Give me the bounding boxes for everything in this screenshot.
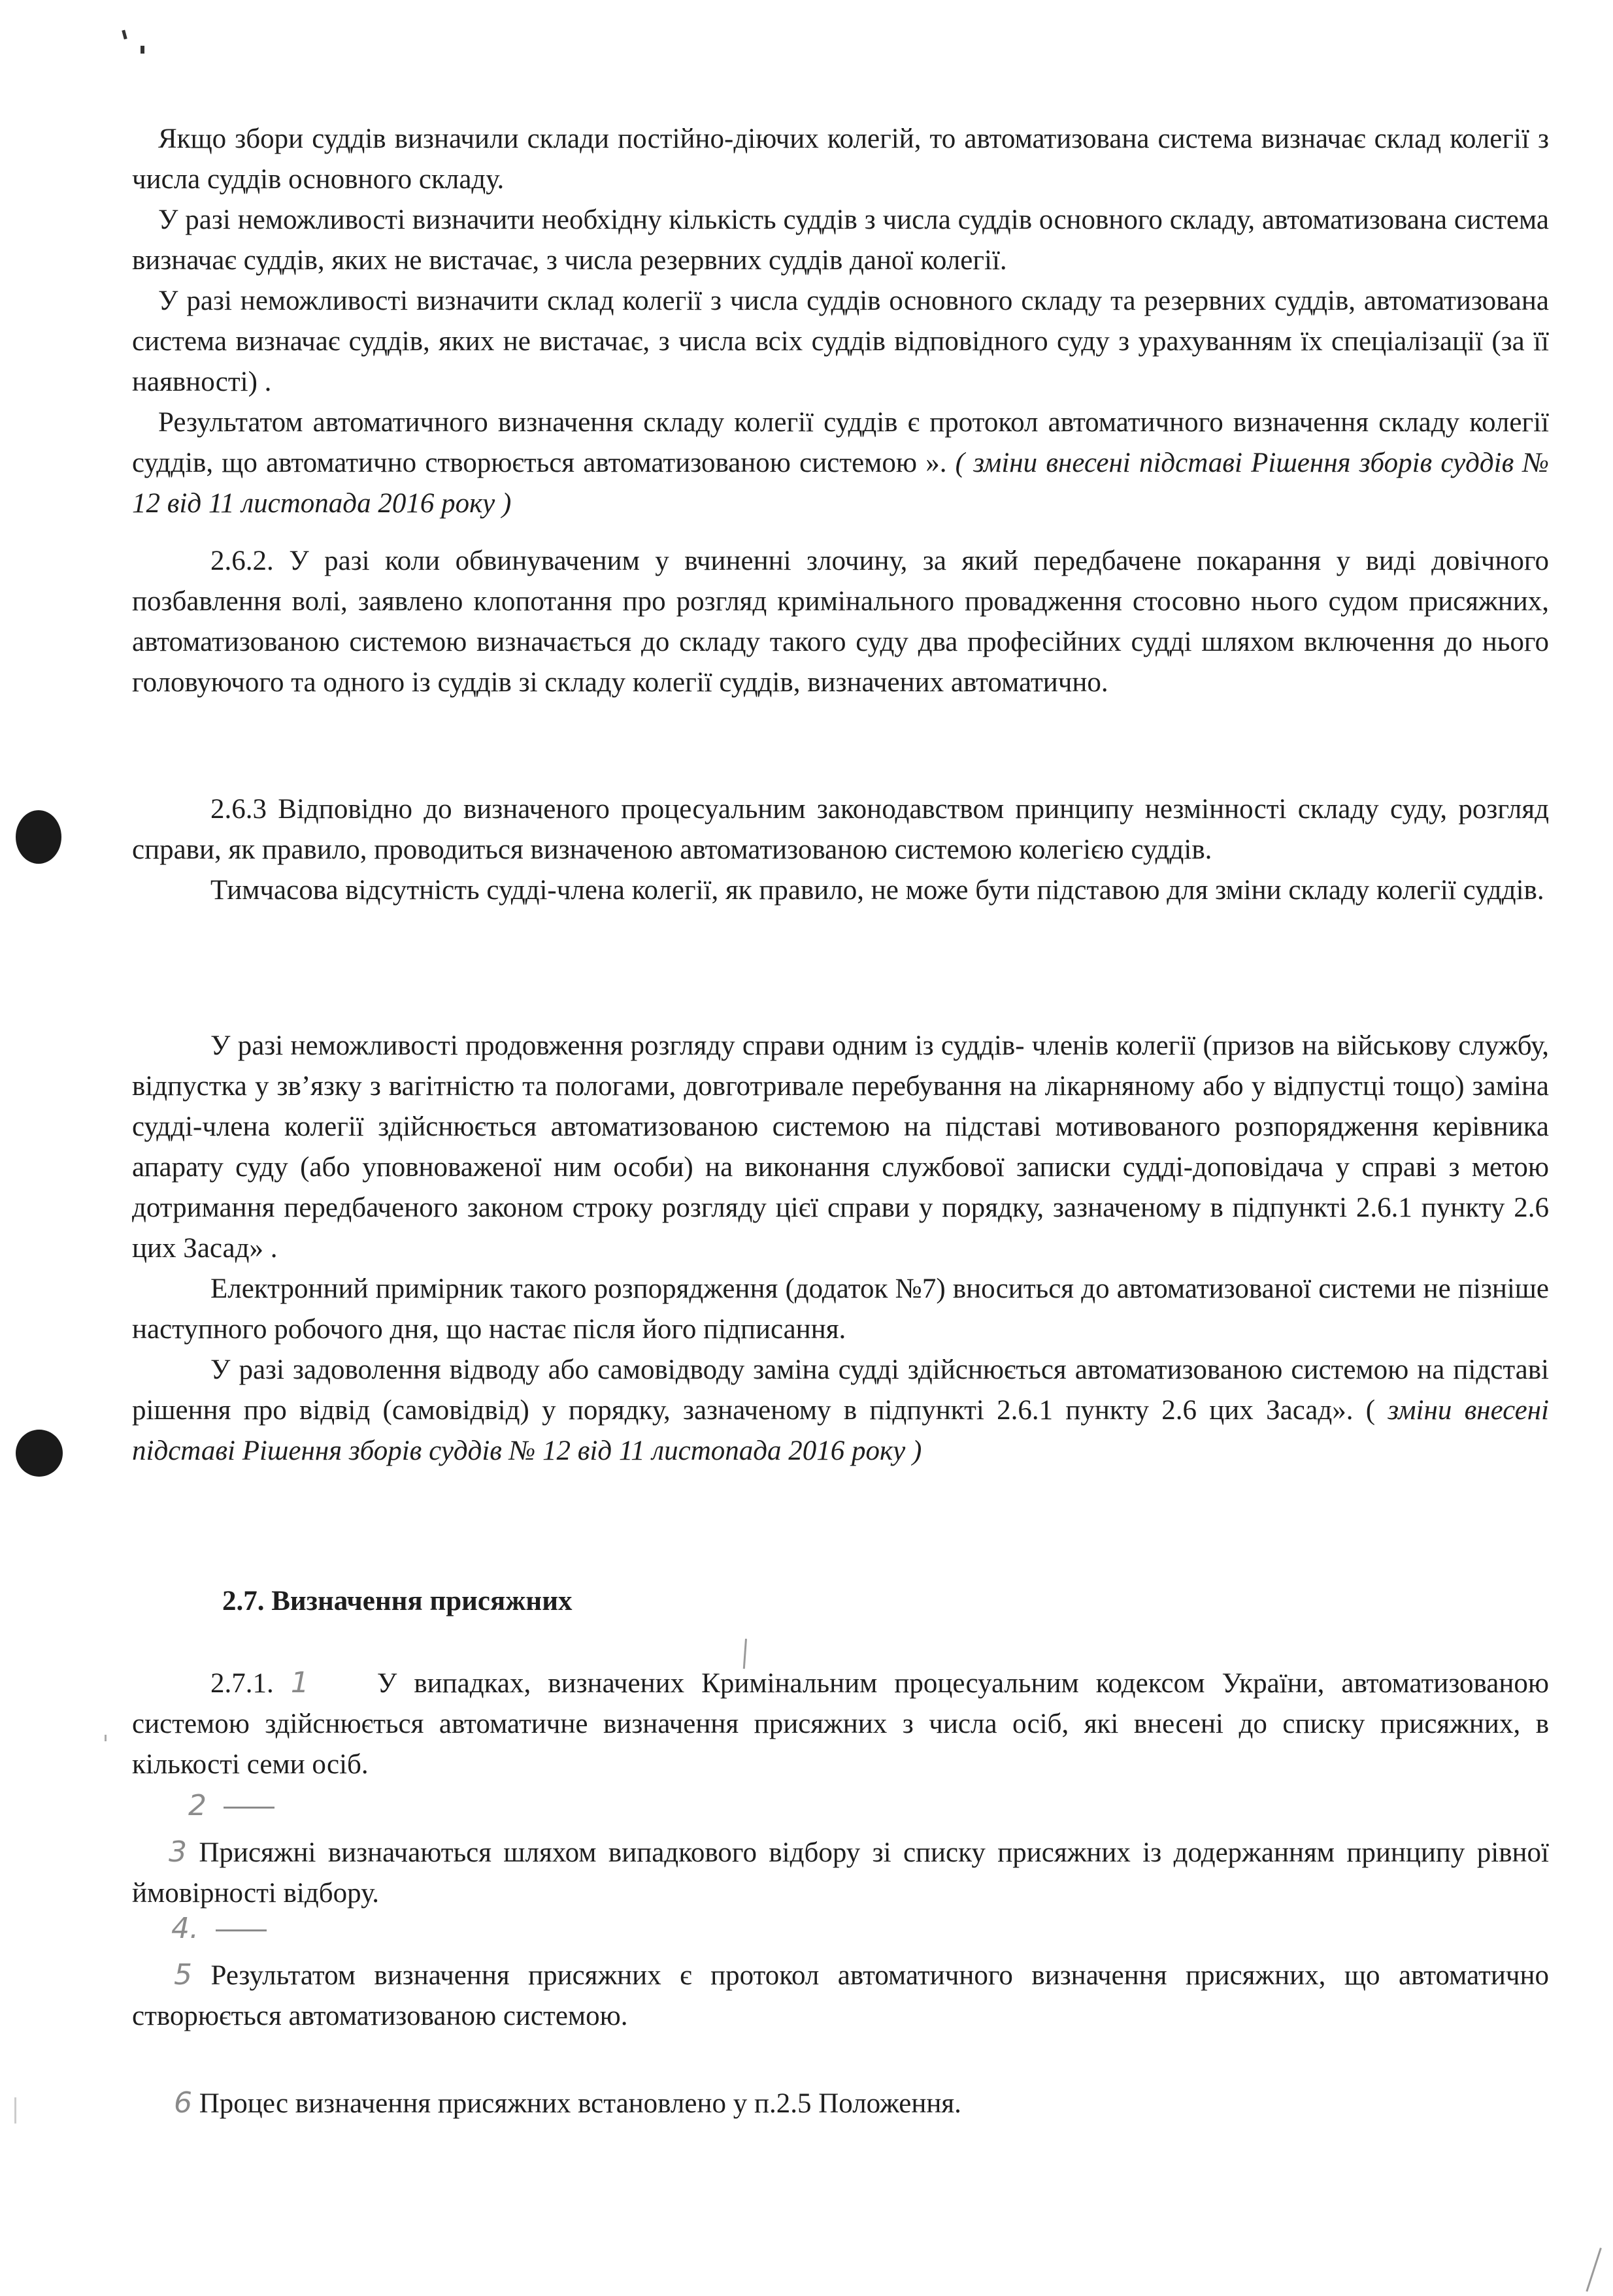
section-2-7-heading: 2.7. Визначення присяжних bbox=[222, 1586, 573, 1616]
section-2-7-item-5 bbox=[132, 1955, 1549, 2037]
section-2-7-item-6 bbox=[132, 2083, 1549, 2124]
section-2-6-3-cont bbox=[132, 1026, 1549, 1471]
section-2-7-1 bbox=[132, 1663, 1549, 1785]
handwritten-mark-3: 3 bbox=[169, 1835, 187, 1869]
paragraph: 2.6.3 Відповідно до визначеного процесуальним законодавством принципу незмінності складу суду, розгляд справи, як правило, проводиться визначеною автоматизованою системою колегією суддів. bbox=[132, 794, 1549, 865]
paragraph bbox=[132, 1955, 1549, 2037]
paragraph-text: Процес визначення присяжних встановлено у п.2.5 Положення. bbox=[199, 2088, 961, 2119]
handwritten-mark-5: 5 bbox=[174, 1958, 192, 1992]
paragraph bbox=[132, 1350, 1549, 1471]
section-2-7-item-3 bbox=[132, 1832, 1549, 1914]
paragraph bbox=[132, 2083, 1549, 2124]
punch-hole bbox=[16, 1430, 63, 1477]
handwritten-dash bbox=[224, 1807, 274, 1809]
handwritten-mark-2: 2 bbox=[188, 1789, 207, 1822]
paragraph bbox=[132, 1832, 1549, 1914]
text-block-top bbox=[132, 119, 1549, 524]
section-2-6-3 bbox=[132, 789, 1549, 911]
paragraph: Електронний примірник такого розпорядження (додаток №7) вноситься до автоматизованої системи не пізніше наступного робочого дня, що настає після його підписання. bbox=[132, 1273, 1549, 1345]
paragraph: У разі неможливості продовження розгляду справи одним із суддів- членів колегії (призов на військову службу, відпустка у зв’язку з вагітністю та пологами, довготривале перебування на лікарняному або у відпустці тощо) заміна судді-члена колегії здійснюється автоматизованою системою на підставі мотивованого розпорядження керівника апарату суду (або уповноваженої ним особи) на виконання службової записки судді-доповідача у справі з метою дотримання передбаченого законом строку розгляду цієї справи у порядку, зазначеному в підпункті 2.6.1 пункту 2.6 цих Засад» . bbox=[132, 1030, 1549, 1264]
scan-speck bbox=[141, 46, 144, 54]
scan-speck bbox=[14, 2097, 16, 2124]
pen-stroke bbox=[1586, 2248, 1601, 2292]
result-text: Результатом автоматичного визначення складу колегії суддів є протокол автоматичного визначення складу колегії суддів, що автоматично створюється автоматизованою системою ». bbox=[132, 407, 1549, 478]
paragraph-text: У випадках, визначених Кримінальним процесуальним кодексом України, автоматизованою системою здійснюється автоматичне визначення присяжних з числа осіб, які внесені до списку присяжних, в кількості семи осіб. bbox=[132, 1668, 1550, 1780]
handwritten-mark-1: 1 bbox=[290, 1666, 309, 1699]
result-paragraph bbox=[132, 402, 1549, 524]
paragraph-text: Присяжні визначаються шляхом випадкового відбору зі списку присяжних із додержанням принципу рівної ймовірності відбору. bbox=[132, 1837, 1549, 1909]
scan-speck bbox=[122, 30, 127, 40]
paragraph bbox=[132, 1663, 1549, 1785]
handwritten-mark-4: 4. bbox=[171, 1912, 199, 1945]
section-2-6-2 bbox=[132, 541, 1549, 703]
paragraph: У разі неможливості визначити склад колегії з числа суддів основного складу та резервних суддів, автоматизована система визначає суддів, яких не вистачає, з числа всіх суддів відповідного суду з урахуванням їх спеціалізації (за її наявності) . bbox=[132, 286, 1549, 397]
amendment-note: зміни внесені підставі Рішення зборів суддів № 12 від 11 листопада 2016 року ) bbox=[132, 1395, 1549, 1466]
punch-hole bbox=[16, 810, 61, 864]
scan-speck bbox=[105, 1735, 107, 1741]
amendment-note: ( зміни внесені підставі Рішення зборів суддів № 12 від 11 листопада 2016 року ) bbox=[132, 448, 1550, 519]
paragraph-text: У разі задоволення відводу або самовідводу заміна судді здійснюється автоматизованою системою на підставі рішення про відвід (самовідвід) у порядку, зазначеному в підпункті 2.6.1 пункту 2.6 цих Засад». ( bbox=[132, 1354, 1549, 1426]
handwritten-item-2 bbox=[188, 1789, 274, 1822]
clause-number: 2.7.1. bbox=[210, 1668, 274, 1699]
paragraph: У разі неможливості визначити необхідну кількість суддів з числа суддів основного складу, автоматизована система визначає суддів, яких не вистачає, з числа резервних суддів даної колегії. bbox=[132, 205, 1549, 276]
paragraph: Тимчасова відсутність судді-члена колегії, як правило, не може бути підставою для зміни складу колегії суддів. bbox=[210, 875, 1544, 906]
handwritten-dash bbox=[216, 1929, 267, 1931]
paragraph: 2.6.2. У разі коли обвинуваченим у вчиненні злочину, за який передбачене покарання у виді довічного позбавлення волі, заявлено клопотання про розгляд кримінального провадження стосовно нього судом присяжних, автоматизованою системою визначається до складу такого суду два професійних судді шляхом включення до нього головуючого та одного із суддів зі складу колегії суддів, визначених автоматично. bbox=[132, 546, 1549, 698]
handwritten-mark-6: 6 bbox=[174, 2086, 192, 2120]
handwritten-item-4 bbox=[171, 1912, 267, 1945]
paragraph-text: Результатом визначення присяжних є протокол автоматичного визначення присяжних, що автоматично створюється автоматизованою системою. bbox=[132, 1960, 1549, 2031]
paragraph: Якщо збори суддів визначили склади постійно-діючих колегій, то автоматизована система визначає склад колегії з числа суддів основного складу. bbox=[132, 123, 1549, 195]
